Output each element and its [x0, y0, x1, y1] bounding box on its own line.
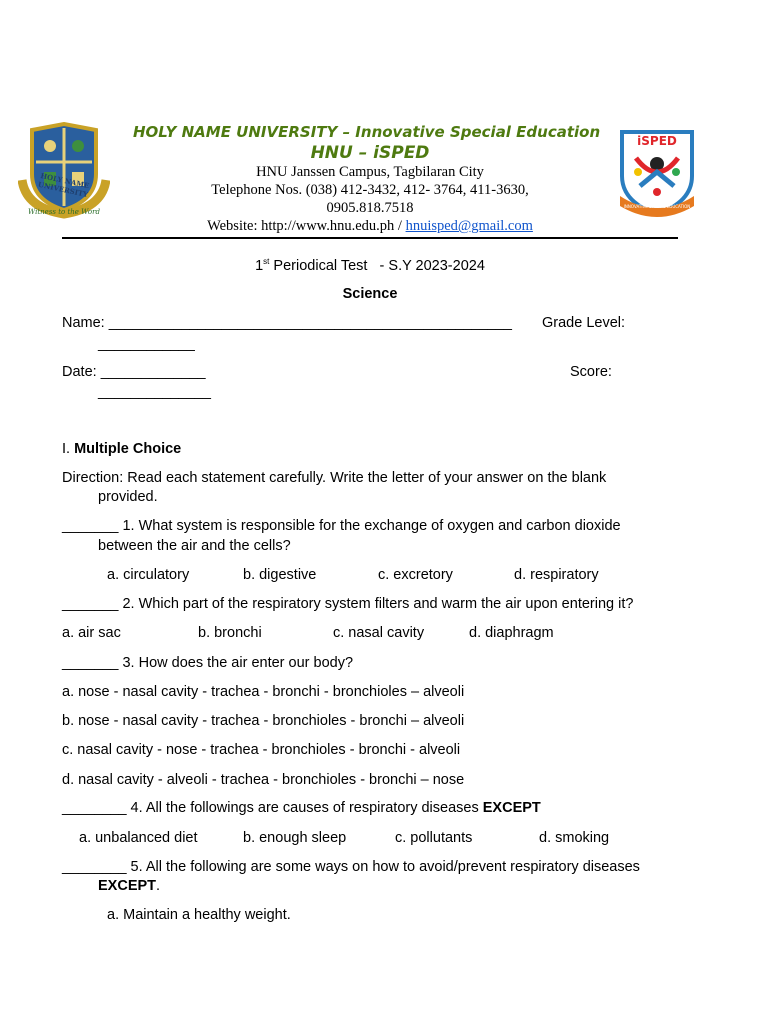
- test-title: [0, 257, 740, 274]
- q3-choice-b: b. nose - nasal cavity - trachea - bronchioles - bronchi – alveoli: [62, 713, 465, 729]
- q4-choice-b: b. enough sleep: [243, 830, 347, 846]
- question-4: [62, 800, 541, 816]
- answer-blank-5[interactable]: ________: [62, 859, 127, 875]
- website-text: Website: http://www.hnu.edu.ph /: [207, 218, 402, 234]
- answer-blank-4[interactable]: ________: [62, 800, 127, 816]
- q3-choice-c: c. nasal cavity - nose - trachea - bronchioles - bronchi - alveoli: [62, 742, 461, 758]
- test-ordinal: 1: [255, 257, 264, 274]
- direction-line-1: Direction: Read each statement carefully. Write the letter of your answer on the blank: [62, 470, 607, 486]
- campus-address: HNU Janssen Campus, Tagbilaran City: [256, 164, 484, 180]
- name-field: [62, 315, 512, 331]
- q1-choice-d: d. respiratory: [514, 567, 599, 583]
- test-ordinal-suffix: st: [263, 257, 270, 266]
- question-1-text: 1. What system is responsible for the exchange of oxygen and carbon dioxide: [118, 518, 621, 534]
- question-5-text-cont: [98, 878, 160, 894]
- q3-choice-a: a. nose - nasal cavity - trachea - bronchi - bronchioles – alveoli: [62, 684, 465, 700]
- mobile-number: 0905.818.7518: [326, 200, 414, 216]
- grade-level-label: Grade Level:: [542, 315, 626, 331]
- question-4-text: 4. All the followings are causes of respiratory diseases: [126, 800, 483, 816]
- score-blank[interactable]: ______________: [98, 384, 211, 400]
- score-label: Score:: [570, 364, 612, 380]
- unit-name: HNU – iSPED: [310, 143, 430, 163]
- university-name: HOLY NAME UNIVERSITY – Innovative Special Education: [133, 123, 601, 141]
- q1-choice-c: c. excretory: [378, 567, 453, 583]
- question-4-except: EXCEPT: [482, 800, 541, 816]
- question-1: [62, 518, 621, 534]
- answer-blank-2[interactable]: _______: [62, 596, 119, 612]
- date-blank[interactable]: _____________: [100, 364, 206, 380]
- q3-choice-d: d. nasal cavity - alveoli - trachea - bronchioles - bronchi – nose: [62, 772, 465, 788]
- left-logo-name: HOLY NAME UNIVERSITY: [37, 171, 91, 200]
- answer-blank-1[interactable]: _______: [62, 518, 119, 534]
- name-label: Name:: [62, 315, 105, 331]
- telephone-numbers: Telephone Nos. (038) 412-3432, 412- 3764, 411-3630,: [211, 182, 529, 198]
- section-heading: [62, 441, 181, 457]
- question-3: [62, 655, 353, 671]
- answer-blank-3[interactable]: _______: [62, 655, 119, 671]
- grade-level-blank[interactable]: ____________: [98, 336, 195, 352]
- isped-logo: [614, 124, 700, 222]
- section-title: Multiple Choice: [74, 441, 182, 457]
- header-divider: [62, 237, 678, 239]
- email-link[interactable]: hnuisped@gmail.com: [405, 218, 533, 234]
- q1-choice-b: b. digestive: [243, 567, 317, 583]
- left-logo-motto: Witness to the Word: [28, 208, 100, 216]
- question-3-text: 3. How does the air enter our body?: [118, 655, 354, 671]
- direction-line-2: provided.: [98, 489, 158, 505]
- q2-choice-d: d. diaphragm: [469, 625, 554, 641]
- question-2: [62, 596, 633, 612]
- right-logo-subtitle: INNOVATIVE SPECIAL EDUCATION: [623, 204, 691, 209]
- question-5-text: 5. All the following are some ways on how to avoid/prevent respiratory diseases: [126, 859, 640, 875]
- question-5: [62, 859, 640, 875]
- q4-choice-c: c. pollutants: [395, 830, 473, 846]
- subject-title: Science: [342, 286, 398, 302]
- question-5-period: .: [156, 878, 161, 894]
- q1-choice-a: a. circulatory: [107, 567, 190, 583]
- question-1-text-cont: between the air and the cells?: [98, 538, 291, 554]
- date-label: Date:: [62, 364, 97, 380]
- section-number: I.: [62, 441, 71, 457]
- right-logo-title: iSPED: [637, 134, 677, 148]
- q4-choice-d: d. smoking: [539, 830, 610, 846]
- q2-choice-c: c. nasal cavity: [333, 625, 425, 641]
- q5-choice-a: a. Maintain a healthy weight.: [107, 907, 291, 923]
- q2-choice-b: b. bronchi: [198, 625, 262, 641]
- date-field: [62, 364, 206, 380]
- question-2-text: 2. Which part of the respiratory system filters and warm the air upon entering it?: [118, 596, 634, 612]
- name-blank[interactable]: __________________________________________________: [108, 315, 512, 331]
- test-title-rest: Periodical Test - S.Y 2023-2024: [269, 257, 485, 274]
- q4-choice-a: a. unbalanced diet: [79, 830, 198, 846]
- q2-choice-a: a. air sac: [62, 625, 121, 641]
- question-5-except: EXCEPT: [98, 878, 157, 894]
